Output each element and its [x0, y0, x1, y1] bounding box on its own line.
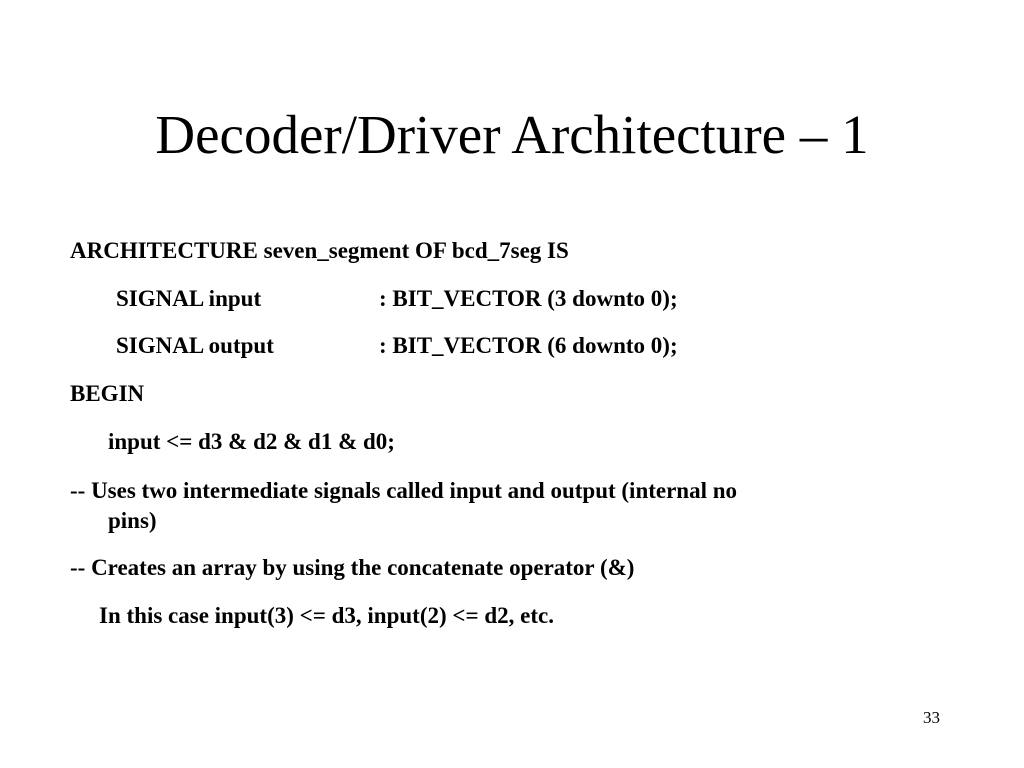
page-number: 33: [923, 708, 940, 727]
architecture-declaration: ARCHITECTURE seven_segment OF bcd_7seg IS: [70, 238, 569, 263]
slide-title: Decoder/Driver Architecture – 1: [155, 104, 869, 165]
concatenation-assignment: input <= d3 & d2 & d1 & d0;: [108, 429, 395, 454]
signal-output-type: : BIT_VECTOR (6 downto 0);: [379, 333, 678, 358]
signal-input-name: SIGNAL input: [116, 286, 262, 311]
comment-intermediate-signals-line2: pins): [108, 508, 157, 533]
example-explanation: In this case input(3) <= d3, input(2) <= d2, etc.: [99, 603, 554, 628]
comment-intermediate-signals-line1: -- Uses two intermediate signals called input and output (internal no: [70, 478, 738, 503]
comment-concatenate-operator: -- Creates an array by using the concatenate operator (&): [70, 555, 635, 580]
signal-output-name: SIGNAL output: [116, 333, 274, 358]
begin-keyword: BEGIN: [70, 381, 145, 406]
signal-input-type: : BIT_VECTOR (3 downto 0);: [379, 286, 678, 311]
